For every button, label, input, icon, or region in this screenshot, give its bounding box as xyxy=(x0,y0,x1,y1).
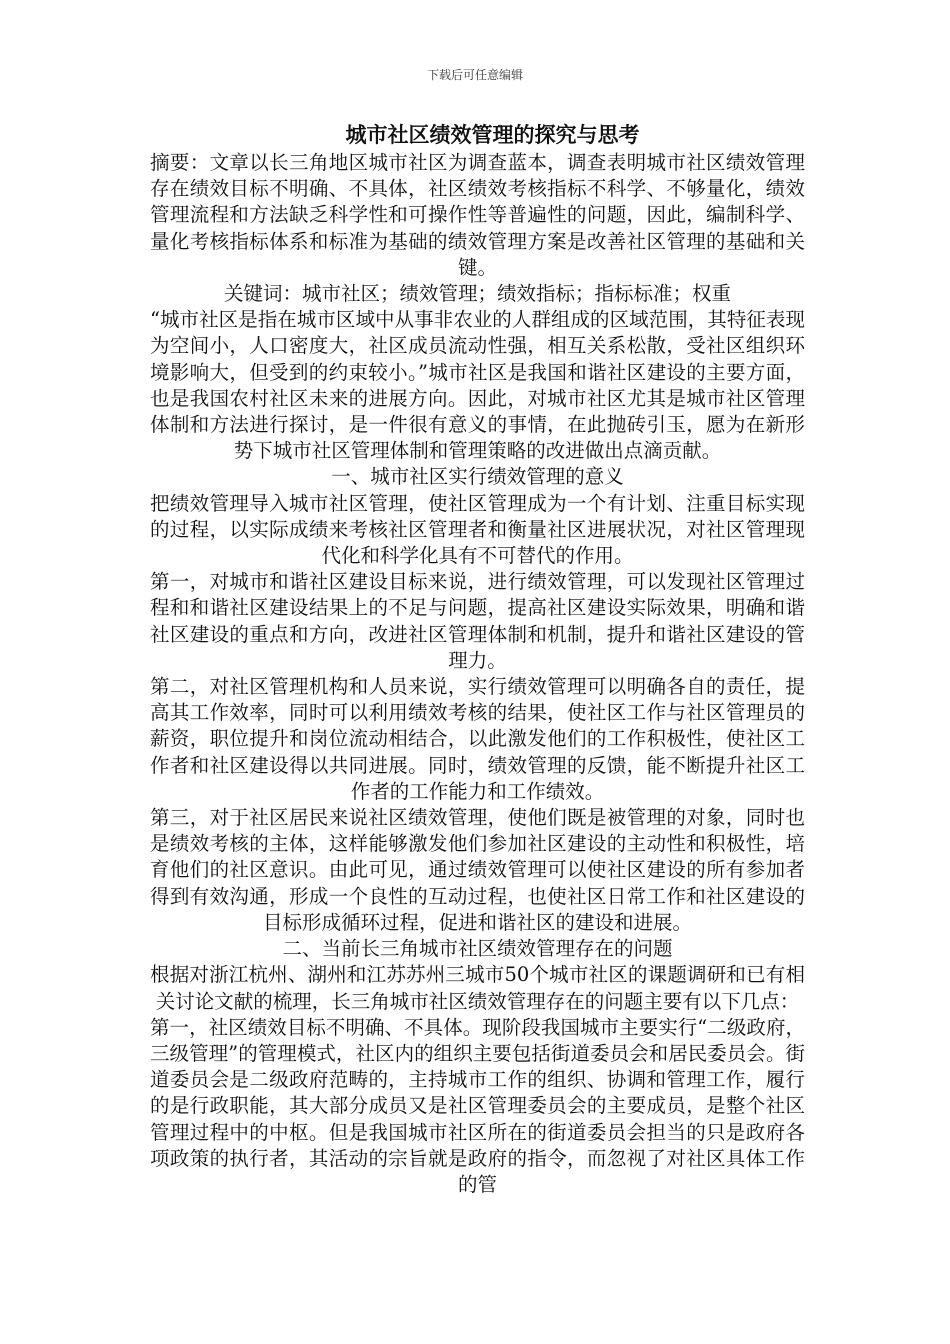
header-note: 下载后可任意编辑 xyxy=(426,68,523,82)
body-paragraph: 把绩效管理导入城市社区管理，使社区管理成为一个有计划、注重目标实现的过程，以实际成绩来考核社区管理者和衡量社区进展状况，对社区管理现代化和科学化具有不可替代的作用。 xyxy=(150,491,805,568)
body-paragraph: 根据对浙江杭州、湖州和江苏苏州三城市50个城市社区的课题调研和已有相关讨论文献的梳理，长三角城市社区绩效管理存在的问题主要有以下几点： xyxy=(150,963,805,1013)
keywords-line: 关键词：城市社区；绩效管理；绩效指标；指标标准；权重 xyxy=(223,282,731,306)
section-heading: 二、当前长三角城市社区绩效管理存在的问题 xyxy=(282,937,673,961)
document-title: 城市社区绩效管理的探究与思考 xyxy=(345,122,640,147)
abstract-paragraph: 摘要：文章以长三角地区城市社区为调查蓝本，调查表明城市社区绩效管理存在绩效目标不明确、不具体，社区绩效考核指标不科学、不够量化，绩效管理流程和方法缺乏科学性和可操作性等普遍性的问题，因此，编制科学、量化考核指标体系和标准为基础的绩效管理方案是改善社区管理的基础和关键。 xyxy=(150,151,805,279)
body-paragraph: 第一，对城市和谐社区建设目标来说，进行绩效管理，可以发现社区管理过程和和谐社区建设结果上的不足与问题，提高社区建设实际效果，明确和谐社区建设的重点和方向，改进社区管理体制和机制，提升和谐社区建设的管理力。 xyxy=(150,570,805,672)
document-body xyxy=(150,120,805,1198)
body-paragraph: 第一，社区绩效目标不明确、不具体。现阶段我国城市主要实行“二级政府，三级管理”的管理模式，社区内的组织主要包括街道委员会和居民委员会。街道委员会是二级政府范畴的，主持城市工作的组织、协调和管理工作，履行的是行政职能，其大部分成员又是社区管理委员会的主要成员，是整个社区管理过程中的中枢。但是我国城市社区所在的街道委员会担当的只是政府各项政策的执行者，其活动的宗旨就是政府的指令，而忽视了对社区具体工作的管 xyxy=(150,1015,805,1196)
body-paragraph: 第三，对于社区居民来说社区绩效管理，使他们既是被管理的对象，同时也是绩效考核的主体，这样能够激发他们参加社区建设的主动性和积极性，培育他们的社区意识。由此可见，通过绩效管理可以使社区建设的所有参加者得到有效沟通，形成一个良性的互动过程，也使社区日常工作和社区建设的目标形成循环过程，促进和谐社区的建设和进展。 xyxy=(150,806,805,934)
body-paragraph: “城市社区是指在城市区域中从事非农业的人群组成的区域范围，其特征表现为空间小，人口密度大，社区成员流动性强，相互关系松散，受社区组织环境影响大，但受到的约束较小。”城市社区是我国和谐社区建设的主要方面，也是我国农村社区未来的进展方向。因此，对城市社区尤其是城市社区管理体制和方法进行探讨，是一件很有意义的事情，在此抛砖引玉，愿为在新形势下城市社区管理体制和管理策略的改进做出点滴贡献。 xyxy=(150,308,805,463)
body-paragraph: 第二，对社区管理机构和人员来说，实行绩效管理可以明确各自的责任，提高其工作效率，同时可以利用绩效考核的结果，使社区工作与社区管理员的薪资，职位提升和岗位流动相结合，以此激发他们的工作积极性，使社区工作者和社区建设得以共同进展。同时，绩效管理的反馈，能不断提升社区工作者的工作能力和工作绩效。 xyxy=(150,675,805,803)
section-heading: 一、城市社区实行绩效管理的意义 xyxy=(331,465,624,489)
